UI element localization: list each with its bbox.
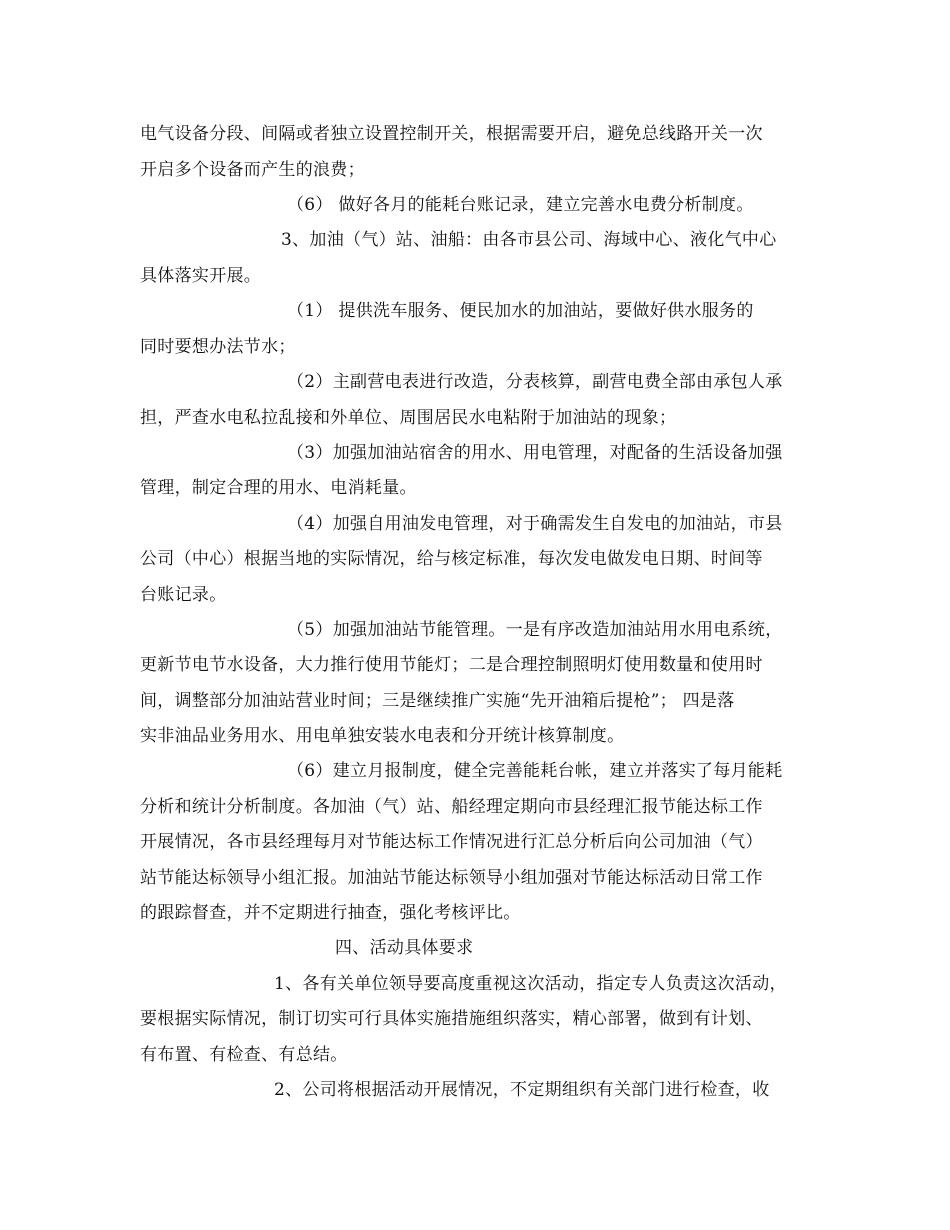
body-text-line: 要根据实际情况，制订切实可行具体实施措施组织落实，精心部署，做到有计划、 bbox=[140, 1009, 763, 1029]
body-text-line: 公司（中心）根据当地的实际情况，给与核定标准，每次发电做发电日期、时间等 bbox=[140, 549, 763, 569]
section-item-line: 1、各有关单位领导要高度重视这次活动，指定专人负责这次活动， bbox=[274, 974, 787, 994]
body-text-line: 电气设备分段、间隔或者独立设置控制开关，根据需要开启，避免总线路开关一次 bbox=[140, 124, 763, 144]
body-text-line: 台账记录。 bbox=[140, 585, 227, 605]
body-text-line: 的跟踪督查，并不定期进行抽查，强化考核评比。 bbox=[140, 903, 521, 923]
body-text-line: 担，严查水电私拉乱接和外单位、周围居民水电粘附于加油站的现象； bbox=[140, 408, 677, 428]
body-text-line: 实非油品业务用水、用电单独安装水电表和分开统计核算制度。 bbox=[140, 726, 625, 746]
section-heading: 四、活动具体要求 bbox=[335, 938, 474, 958]
body-text-line: 开展情况，各市县经理每月对节能达标工作情况进行汇总分析后向公司加油（气） bbox=[140, 832, 763, 852]
list-item-line: （1） 提供洗车服务、便民加水的加油站，要做好供水服务的 bbox=[287, 301, 754, 321]
body-text-line: 开启多个设备而产生的浪费； bbox=[140, 160, 365, 180]
list-item-line: （6） 做好各月的能耗台账记录，建立完善水电费分析制度。 bbox=[287, 195, 754, 215]
section-item-line: 3、加油（气）站、油船：由各市县公司、海域中心、液化气中心 bbox=[281, 230, 777, 250]
list-item-line: （6）建立月报制度，健全完善能耗台帐，建立并落实了每月能耗 bbox=[287, 761, 783, 781]
body-text-line: 间，调整部分加油站营业时间；三是继续推广实施“先开油箱后提枪”； 四是落 bbox=[140, 691, 735, 711]
list-item-line: （2）主副营电表进行改造，分表核算，副营电费全部由承包人承 bbox=[287, 372, 783, 392]
list-item-line: （5）加强加油站节能管理。一是有序改造加油站用水用电系统， bbox=[287, 620, 783, 640]
body-text-line: 同时要想办法节水； bbox=[140, 337, 296, 357]
body-text-line: 更新节电节水设备，大力推行使用节能灯；二是合理控制照明灯使用数量和使用时 bbox=[140, 655, 763, 675]
body-text-line: 有布置、有检查、有总结。 bbox=[140, 1045, 348, 1065]
section-item-line: 2、公司将根据活动开展情况，不定期组织有关部门进行检查，收 bbox=[274, 1080, 770, 1100]
body-text-line: 管理，制定合理的用水、电消耗量。 bbox=[140, 478, 417, 498]
body-text-line: 具体落实开展。 bbox=[140, 266, 262, 286]
body-text-line: 站节能达标领导小组汇报。加油站节能达标领导小组加强对节能达标活动日常工作 bbox=[140, 868, 763, 888]
body-text-line: 分析和统计分析制度。各加油（气）站、船经理定期向市县经理汇报节能达标工作 bbox=[140, 797, 763, 817]
list-item-line: （4）加强自用油发电管理，对于确需发生自发电的加油站，市县 bbox=[287, 514, 783, 534]
list-item-line: （3）加强加油站宿舍的用水、用电管理，对配备的生活设备加强 bbox=[287, 443, 783, 463]
